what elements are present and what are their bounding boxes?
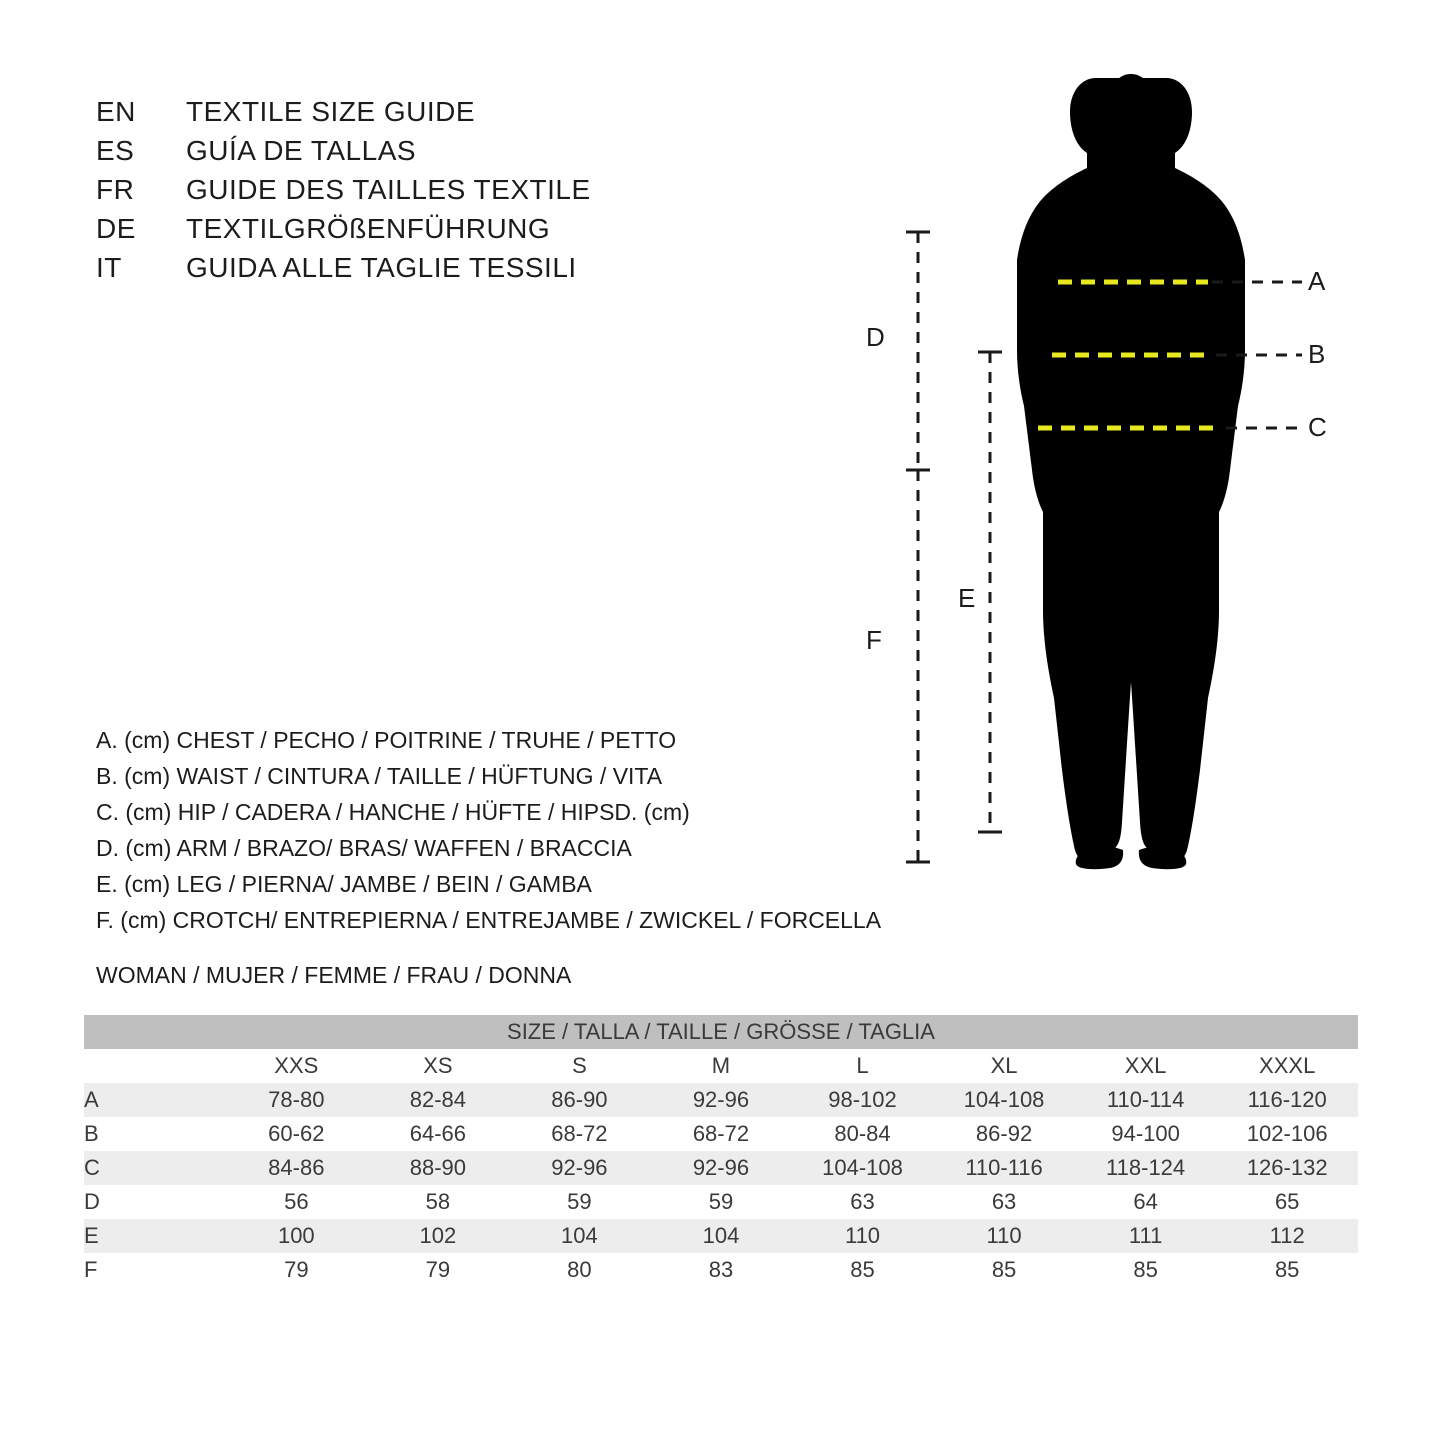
cell-e-xl: 110 xyxy=(933,1219,1075,1253)
torso-shape xyxy=(1050,162,1212,442)
row-label-d: D xyxy=(84,1185,226,1219)
cell-c-l: 104-108 xyxy=(792,1151,934,1185)
cell-d-l: 63 xyxy=(792,1185,934,1219)
cell-b-m: 68-72 xyxy=(650,1117,792,1151)
cell-f-l: 85 xyxy=(792,1253,934,1287)
gender-label: WOMAN / MUJER / FEMME / FRAU / DONNA xyxy=(96,962,572,988)
table-row xyxy=(84,1253,1358,1287)
header-l: L xyxy=(792,1049,934,1083)
cell-e-xs: 102 xyxy=(367,1219,509,1253)
row-label-c: C xyxy=(84,1151,226,1185)
cell-a-m: 92-96 xyxy=(650,1083,792,1117)
language-code-de: DE xyxy=(96,213,136,244)
cell-f-xl: 85 xyxy=(933,1253,1075,1287)
cell-a-xl: 104-108 xyxy=(933,1083,1075,1117)
cell-f-xs: 79 xyxy=(367,1253,509,1287)
header-xl: XL xyxy=(933,1049,1075,1083)
legend-item-b: B. (cm) WAIST / CINTURA / TAILLE / HÜFTUNG / VITA xyxy=(96,763,663,789)
cell-e-m: 104 xyxy=(650,1219,792,1253)
legend-item-e: E. (cm) LEG / PIERNA/ JAMBE / BEIN / GAMBA xyxy=(96,871,592,897)
language-title-de: TEXTILGRÖßENFÜHRUNG xyxy=(186,213,551,244)
language-title-en: TEXTILE SIZE GUIDE xyxy=(186,96,476,127)
cell-b-xxxl: 102-106 xyxy=(1216,1117,1358,1151)
header-xxs: XXS xyxy=(226,1049,368,1083)
row-label-a: A xyxy=(84,1083,226,1117)
cell-b-xs: 64-66 xyxy=(367,1117,509,1151)
table-row xyxy=(84,1185,1358,1219)
size-table-wrapper xyxy=(84,1015,1358,1287)
row-label-b: B xyxy=(84,1117,226,1151)
cell-f-m: 83 xyxy=(650,1253,792,1287)
language-code-fr: FR xyxy=(96,174,135,205)
cell-c-s: 92-96 xyxy=(509,1151,651,1185)
leg-bracket-e xyxy=(978,352,1002,832)
cell-c-m: 92-96 xyxy=(650,1151,792,1185)
arm-bracket-d xyxy=(906,232,930,470)
cell-c-xxs: 84-86 xyxy=(226,1151,368,1185)
measurement-legend xyxy=(96,722,881,938)
cell-b-l: 80-84 xyxy=(792,1117,934,1151)
table-row xyxy=(84,1083,1358,1117)
legend-item-f: F. (cm) CROTCH/ ENTREPIERNA / ENTREJAMBE / ZWICKEL / FORCELLA xyxy=(96,907,882,933)
marker-label-b: B xyxy=(1308,339,1326,369)
table-row xyxy=(84,1219,1358,1253)
cell-e-xxxl: 112 xyxy=(1216,1219,1358,1253)
figure-diagram xyxy=(830,50,1390,910)
row-label-e: E xyxy=(84,1219,226,1253)
header-xxl: XXL xyxy=(1075,1049,1217,1083)
language-row-en xyxy=(96,92,591,131)
cell-a-l: 98-102 xyxy=(792,1083,934,1117)
cell-c-xxxl: 126-132 xyxy=(1216,1151,1358,1185)
header-m: M xyxy=(650,1049,792,1083)
cell-a-xxs: 78-80 xyxy=(226,1083,368,1117)
cell-e-xxl: 111 xyxy=(1075,1219,1217,1253)
language-row-it xyxy=(96,248,591,287)
legend-item-c: C. (cm) HIP / CADERA / HANCHE / HÜFTE / HIPSD. (cm) xyxy=(96,799,690,825)
cell-b-xxl: 94-100 xyxy=(1075,1117,1217,1151)
header-xs: XS xyxy=(367,1049,509,1083)
cell-d-xxxl: 65 xyxy=(1216,1185,1358,1219)
cell-c-xxl: 118-124 xyxy=(1075,1151,1217,1185)
language-title-es: GUÍA DE TALLAS xyxy=(186,135,417,166)
cell-f-xxl: 85 xyxy=(1075,1253,1217,1287)
language-title-block xyxy=(96,92,591,287)
table-header-row xyxy=(84,1049,1358,1083)
cell-e-l: 110 xyxy=(792,1219,934,1253)
cell-d-xs: 58 xyxy=(367,1185,509,1219)
cell-a-xxxl: 116-120 xyxy=(1216,1083,1358,1117)
marker-label-d: D xyxy=(866,322,885,352)
cell-a-s: 86-90 xyxy=(509,1083,651,1117)
header-s: S xyxy=(509,1049,651,1083)
legend-item-d: D. (cm) ARM / BRAZO/ BRAS/ WAFFEN / BRACCIA xyxy=(96,835,632,861)
cell-a-xs: 82-84 xyxy=(367,1083,509,1117)
cell-f-xxxl: 85 xyxy=(1216,1253,1358,1287)
cell-c-xl: 110-116 xyxy=(933,1151,1075,1185)
table-title: SIZE / TALLA / TAILLE / GRÖSSE / TAGLIA xyxy=(84,1015,1358,1049)
language-code-it: IT xyxy=(96,252,122,283)
cell-e-s: 104 xyxy=(509,1219,651,1253)
cell-b-xxs: 60-62 xyxy=(226,1117,368,1151)
cell-d-s: 59 xyxy=(509,1185,651,1219)
marker-label-a: A xyxy=(1308,266,1326,296)
language-title-fr: GUIDE DES TAILLES TEXTILE xyxy=(186,174,591,205)
cell-a-xxl: 110-114 xyxy=(1075,1083,1217,1117)
language-row-de xyxy=(96,209,591,248)
language-title-it: GUIDA ALLE TAGLIE TESSILI xyxy=(186,252,577,283)
hip-shape xyxy=(1059,420,1202,554)
cell-e-xxs: 100 xyxy=(226,1219,368,1253)
cell-c-xs: 88-90 xyxy=(367,1151,509,1185)
table-row xyxy=(84,1151,1358,1185)
header-xxxl: XXXL xyxy=(1216,1049,1358,1083)
cell-b-s: 68-72 xyxy=(509,1117,651,1151)
marker-label-f: F xyxy=(866,625,882,655)
table-title-row xyxy=(84,1015,1358,1049)
cell-f-s: 80 xyxy=(509,1253,651,1287)
crotch-bracket-f xyxy=(906,470,930,862)
cell-d-xxs: 56 xyxy=(226,1185,368,1219)
marker-label-e: E xyxy=(958,583,976,613)
language-code-en: EN xyxy=(96,96,136,127)
head-shape xyxy=(1105,74,1157,146)
row-label-f: F xyxy=(84,1253,226,1287)
legend-item-a: A. (cm) CHEST / PECHO / POITRINE / TRUHE / PETTO xyxy=(96,727,677,753)
language-row-es xyxy=(96,131,591,170)
cell-d-xl: 63 xyxy=(933,1185,1075,1219)
cell-b-xl: 86-92 xyxy=(933,1117,1075,1151)
marker-label-c: C xyxy=(1308,412,1327,442)
language-code-es: ES xyxy=(96,135,135,166)
cell-f-xxs: 79 xyxy=(226,1253,368,1287)
cell-d-xxl: 64 xyxy=(1075,1185,1217,1219)
header-corner xyxy=(84,1049,226,1083)
cell-d-m: 59 xyxy=(650,1185,792,1219)
size-table xyxy=(84,1015,1358,1287)
table-row xyxy=(84,1117,1358,1151)
language-row-fr xyxy=(96,170,591,209)
